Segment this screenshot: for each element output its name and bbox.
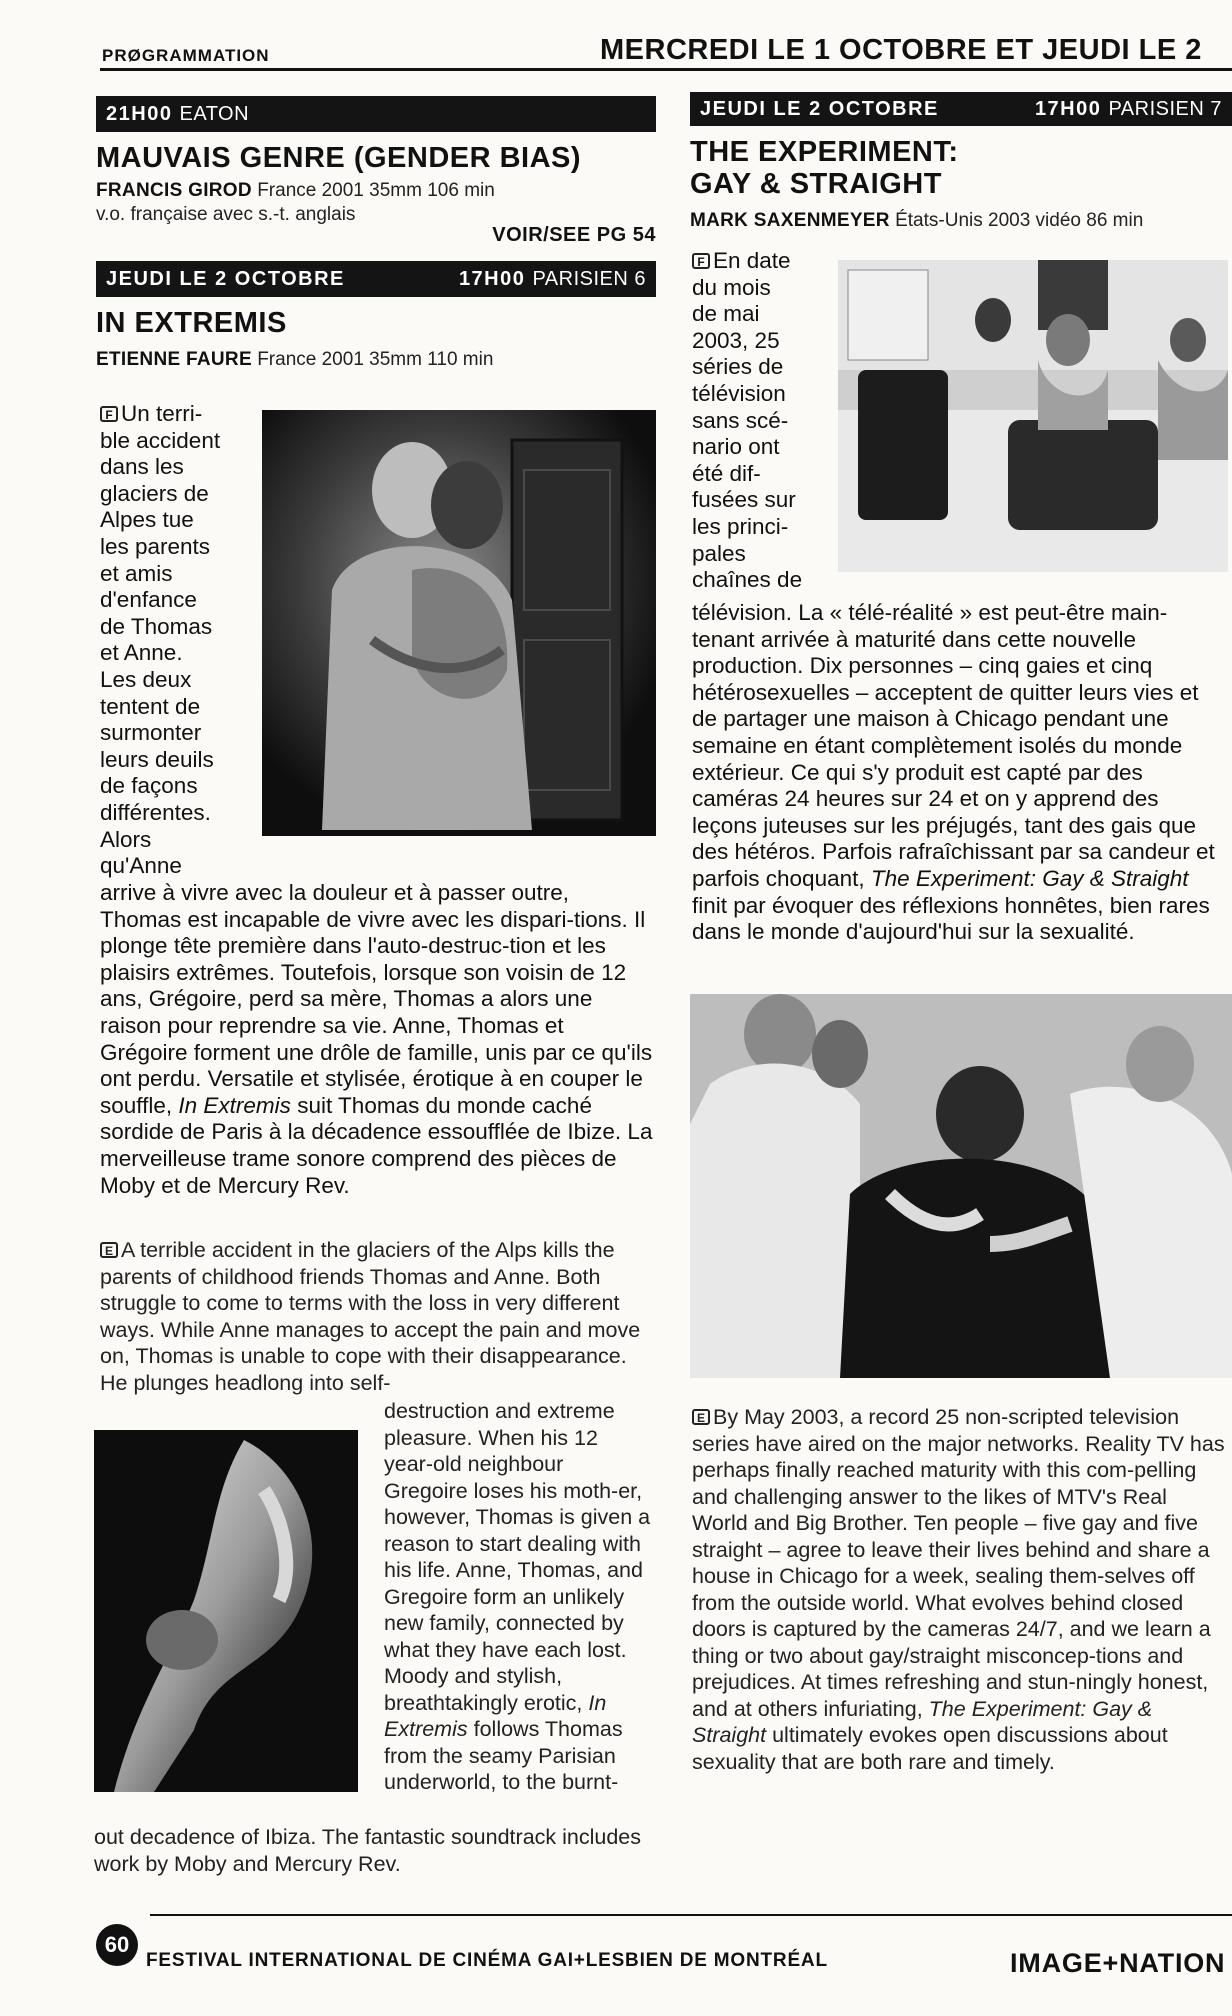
fr-line: été dif-: [692, 460, 761, 486]
film-title-line2: GAY & STRAIGHT: [690, 168, 942, 200]
screening-time: 21H00: [106, 102, 173, 125]
english-language-icon: E: [692, 1409, 710, 1425]
festival-name: FESTIVAL INTERNATIONAL DE CINÉMA GAI+LESBIEN DE MONTRÉAL: [146, 1950, 828, 1971]
fr-line: ble accident: [100, 427, 221, 453]
fr-line: 2003, 25: [692, 327, 780, 353]
fr-text-part2: suit Thomas du monde caché sordide de Paris à la décadence essoufflée de Ibize. La merveilleuse trame sonore comprend des pièces de Moby et de Mercury Rev.: [100, 1092, 653, 1198]
film-credit: [96, 180, 656, 202]
left-column: [96, 96, 656, 371]
fr-line: télévision: [692, 380, 786, 406]
schedule-bar: [96, 96, 656, 132]
fr-line: surmonter: [100, 720, 202, 746]
credit-details: États-Unis 2003 vidéo 86 min: [895, 210, 1144, 231]
right-column: [690, 92, 1232, 232]
fr-line: Alpes tue: [100, 507, 194, 533]
fr-line: fusées sur: [692, 487, 796, 513]
fr-text-part1: télévision. La « télé-réalité » est peut-être main-tenant arrivée à maturité dans cette nouvelle production. Dix personnes – cinq gaies et cinq hétérosexuelles – acceptent de quitter leurs vies et de partager une maison à Chicago pendant une semaine en étant complètement isolés du monde extérieur. Ce qui s'y produit est capté par des caméras 24 heures sur 24 et on y apprend des leçons juteuses sur les préjugés, tant des gais que des hétéros. Parfois rafraîchissant par sa candeur et parfois choquant,: [692, 600, 1215, 891]
fr-line: de mai: [692, 301, 760, 327]
fr-line: différentes.: [100, 799, 211, 825]
fr-line: sans scé-: [692, 407, 789, 433]
fr-line: pales: [692, 540, 746, 566]
fr-line: de façons: [100, 773, 198, 799]
fr-text-part2: finit par évoquer des réflexions honnêtes, bien rares dans le monde d'aujourd'hui sur la sexualité.: [692, 892, 1210, 945]
section-label: PRØGRAMMATION: [102, 46, 270, 65]
french-synopsis-narrow: [692, 248, 836, 594]
fr-line: nario ont: [692, 434, 780, 460]
fr-line: du mois: [692, 274, 771, 300]
fr-line: dans les: [100, 454, 184, 480]
english-synopsis-tail: out decadence of Ibiza. The fantastic soundtrack includes work by Moby and Mercury Rev.: [94, 1825, 642, 1876]
en-text: A terrible accident in the glaciers of the Alps kills the parents of childhood friends Thomas and Anne. Both struggle to come to terms with the loss in very different ways. While Anne manages to accept the pain and move on, Thomas is unable to cope with their disappearance. He plunges headlong into self-: [100, 1238, 641, 1395]
film-still-image: [690, 994, 1232, 1378]
film-still-image: [262, 410, 656, 836]
en-film-title-italic: The Experiment: Gay & Straight: [692, 1696, 1153, 1747]
schedule-bar: [690, 92, 1232, 126]
en-text-part2: ultimately evokes open discussions about sexuality that are both rare and timely.: [692, 1723, 1168, 1774]
film-still-image: [94, 1430, 358, 1792]
director-name: ETIENNE FAURE: [96, 349, 252, 370]
film-still-image: [838, 260, 1228, 572]
en-film-title-italic: In Extremis: [384, 1690, 607, 1741]
french-language-icon: F: [100, 406, 118, 422]
screening-time: 17H00: [1034, 97, 1102, 120]
film-credit: [96, 349, 656, 371]
fr-text-part1: arrive à vivre avec la douleur et à passer outre, Thomas est incapable de vivre avec les dispari-tions. Il plonge tête première dans l'auto-destruc-tion et les plaisirs extrêmes. Toutefois, lorsque son voisin de 12 ans, Grégoire, perd sa mère, Thomas a alors une raison pour reprendre sa vie. Anne, Thomas et Grégoire forment une drôle de famille, unis par ce qu'ils ont perdu. Versatile et stylisée, érotique à en couper le souffle,: [100, 880, 653, 1118]
screening-venue: PARISIEN 6: [532, 267, 646, 290]
page-number: 60: [96, 1924, 138, 1966]
film-title: MAUVAIS GENRE (GENDER BIAS): [96, 142, 582, 174]
en-text-part2: follows Thomas from the seamy Parisian underworld, to the burnt-: [384, 1717, 623, 1794]
fr-line: glaciers de: [100, 480, 209, 506]
fr-film-title-italic: In Extremis: [178, 1092, 291, 1118]
footer-rule: [150, 1914, 1232, 1916]
english-synopsis: [692, 1404, 1228, 1775]
fr-line: chaînes de: [692, 567, 803, 593]
credit-details: France 2001 35mm 110 min: [257, 349, 494, 370]
page-date-heading: MERCREDI LE 1 OCTOBRE ET JEUDI LE 2: [600, 34, 1202, 66]
screening-day: JEUDI LE 2 OCTOBRE: [106, 267, 345, 290]
film-title: IN EXTREMIS: [96, 307, 287, 339]
director-name: MARK SAXENMEYER: [690, 210, 890, 231]
fr-line: F En date: [692, 248, 836, 275]
fr-line: les parents: [100, 533, 211, 559]
experiment-still-room: [838, 260, 1228, 572]
in-extremis-still-figure: [94, 1430, 358, 1792]
entry-in-extremis: [96, 261, 656, 371]
fr-film-title-italic: The Experiment: Gay & Straight: [870, 865, 1189, 891]
fr-line: et amis: [100, 560, 173, 586]
fr-line: leurs deuils: [100, 746, 214, 772]
french-language-icon: F: [692, 253, 710, 269]
en-text-part1: By May 2003, a record 25 non-scripted television series have aired on the major networks. Reality TV has perhaps finally reached maturity with this com-pelling and challenging answer to the likes of MTV's Real World and Big Brother. Ten people – five gay and five straight – agree to leave their lives behind and share a house in Chicago for a week, sealing them-selves off from the outside world. What evolves behind closed doors is captured by the cameras 24/7, and we learn a thing or two about gay/straight misconcep-tions and prejudices. At times refreshing and stun-ningly honest, and at others infuriating,: [692, 1405, 1225, 1721]
see-page-reference: VOIR/SEE PG 54: [492, 224, 656, 246]
fr-line: Alors: [100, 826, 152, 852]
fr-line: de Thomas: [100, 613, 213, 639]
in-extremis-still-embrace: [262, 410, 656, 836]
english-synopsis-narrow: [384, 1398, 652, 1796]
fr-line: et Anne.: [100, 640, 183, 666]
french-synopsis-narrow: [100, 401, 260, 880]
entry-mauvais-genre: [96, 96, 656, 247]
fr-line: Les deux: [100, 666, 192, 692]
fr-line: qu'Anne: [100, 853, 182, 879]
film-title-line1: THE EXPERIMENT:: [690, 136, 959, 168]
english-language-icon: E: [100, 1242, 118, 1258]
schedule-bar: [96, 261, 656, 297]
experiment-still-group: [690, 994, 1232, 1378]
screening-day: JEUDI LE 2 OCTOBRE: [700, 97, 939, 120]
english-synopsis-wide: [100, 1237, 648, 1396]
director-name: FRANCIS GIROD: [96, 180, 252, 201]
screening-venue: PARISIEN 7: [1108, 97, 1222, 120]
fr-line: les princi-: [692, 513, 789, 539]
brand-name: IMAGE+NATION: [1010, 1948, 1226, 1978]
french-synopsis-wide: [692, 600, 1228, 946]
screening-venue: EATON: [179, 102, 250, 125]
screening-time: 17H00: [458, 267, 526, 290]
subtitle-note: v.o. française avec s.-t. anglais: [96, 204, 356, 225]
header-rule: [100, 68, 1232, 71]
en-text-part1: destruction and extreme pleasure. When his 12 year-old neighbour Gregoire loses his moth-er, however, Thomas is given a reason to start dealing with his life. Anne, Thomas, and Gregoire form an unlikely new family, connected by what they have each lost. Moody and stylish, breathtakingly erotic,: [384, 1399, 651, 1715]
fr-line: tentent de: [100, 693, 201, 719]
fr-line: F Un terri-: [100, 401, 260, 428]
film-credit: [690, 210, 1232, 232]
french-synopsis-wide: [100, 880, 656, 1199]
fr-line: d'enfance: [100, 587, 197, 613]
credit-details: France 2001 35mm 106 min: [257, 180, 495, 201]
fr-line: séries de: [692, 354, 784, 380]
